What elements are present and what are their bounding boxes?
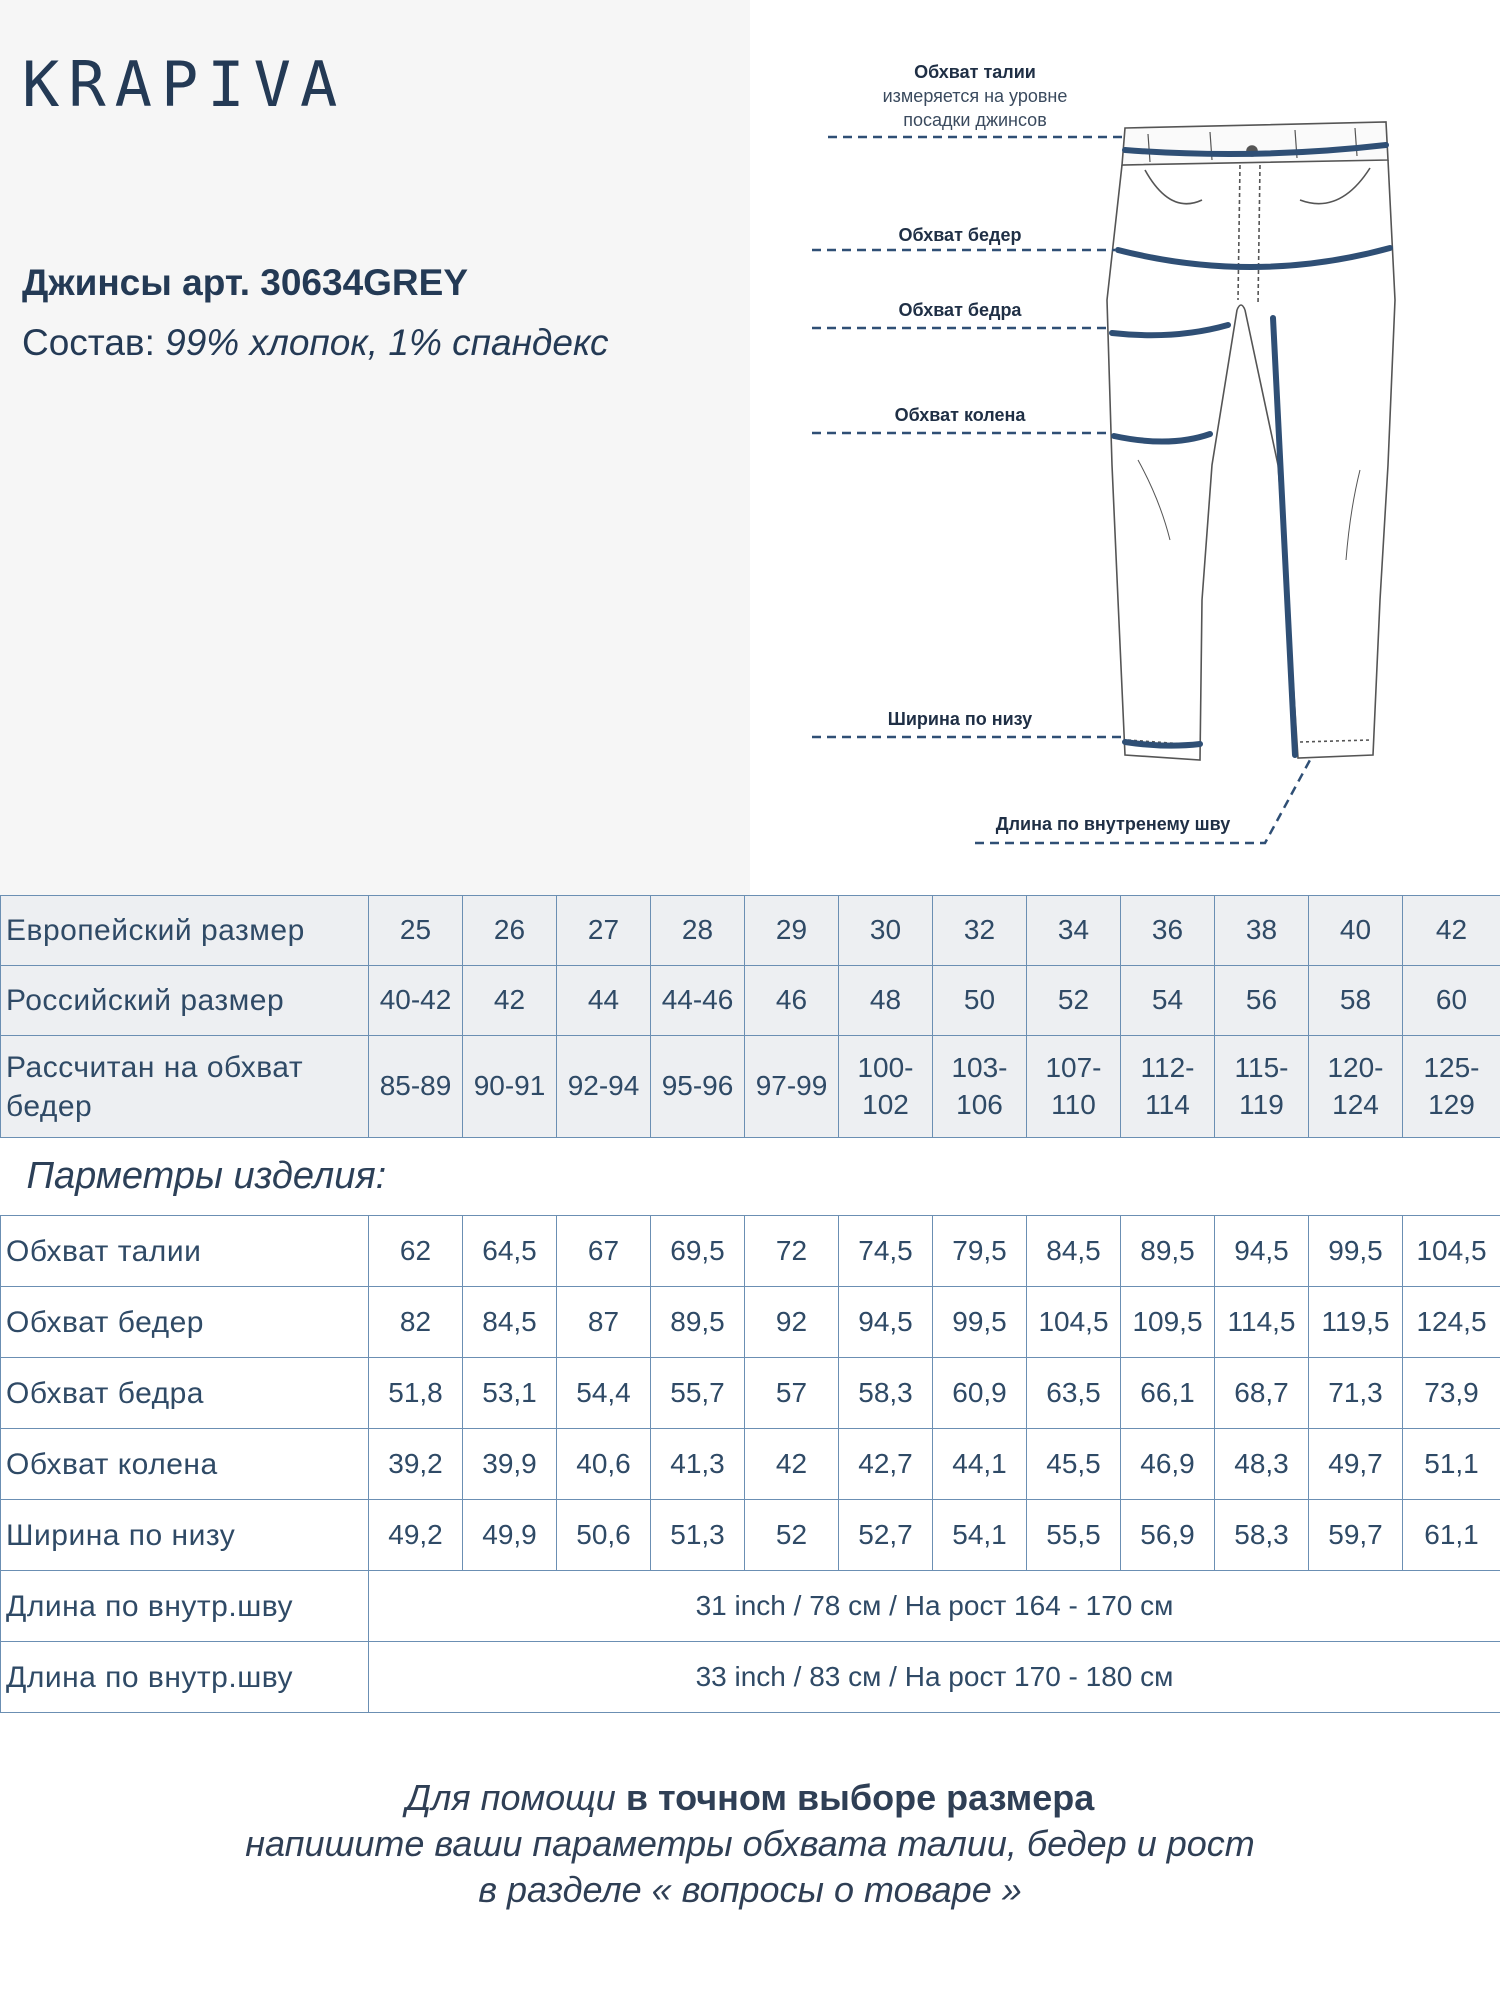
table-cell: 46,9 bbox=[1121, 1429, 1215, 1500]
table-cell: 99,5 bbox=[1309, 1216, 1403, 1287]
table-cell: 51,8 bbox=[369, 1358, 463, 1429]
table-cell: 44,1 bbox=[933, 1429, 1027, 1500]
table-cell: 104,5 bbox=[1027, 1287, 1121, 1358]
table-cell: 90-91 bbox=[463, 1036, 557, 1138]
table-cell: 44 bbox=[557, 966, 651, 1036]
row-label: Обхват талии bbox=[1, 1216, 369, 1287]
table-cell: 64,5 bbox=[463, 1216, 557, 1287]
help-line-1 bbox=[0, 1775, 1500, 1821]
table-cell: 39,9 bbox=[463, 1429, 557, 1500]
table-cell: 38 bbox=[1215, 896, 1309, 966]
table-cell: 103-106 bbox=[933, 1036, 1027, 1138]
table-row bbox=[1, 896, 1500, 966]
table-cell: 82 bbox=[369, 1287, 463, 1358]
row-label: Обхват бедра bbox=[1, 1358, 369, 1429]
label-knee: Обхват колена bbox=[894, 405, 1026, 425]
table-cell: 120-124 bbox=[1309, 1036, 1403, 1138]
table-cell: 28 bbox=[651, 896, 745, 966]
help-line-1-a: Для помощи bbox=[405, 1777, 626, 1818]
help-line-1-b: в точном выборе размера bbox=[625, 1777, 1095, 1818]
row-label: Европейский размер bbox=[1, 896, 369, 966]
table-cell: 115-119 bbox=[1215, 1036, 1309, 1138]
jeans-illustration bbox=[750, 0, 1500, 895]
row-label: Обхват колена bbox=[1, 1429, 369, 1500]
section-row bbox=[1, 1138, 1500, 1216]
table-row bbox=[1, 1429, 1500, 1500]
table-cell: 74,5 bbox=[839, 1216, 933, 1287]
table-cell: 26 bbox=[463, 896, 557, 966]
row-label: Длина по внутр.шву bbox=[1, 1571, 369, 1642]
table-cell: 45,5 bbox=[1027, 1429, 1121, 1500]
table-cell: 55,5 bbox=[1027, 1500, 1121, 1571]
table-cell: 42 bbox=[745, 1429, 839, 1500]
section-title: Парметры изделия: bbox=[1, 1138, 1500, 1216]
label-thigh: Обхват бедра bbox=[898, 300, 1022, 320]
length-value: 33 inch / 83 см / На рост 170 - 180 см bbox=[369, 1642, 1500, 1713]
table-cell: 58 bbox=[1309, 966, 1403, 1036]
table-cell: 25 bbox=[369, 896, 463, 966]
table-cell: 59,7 bbox=[1309, 1500, 1403, 1571]
table-row bbox=[1, 1287, 1500, 1358]
size-chart-body bbox=[1, 896, 1500, 1713]
table-cell: 49,9 bbox=[463, 1500, 557, 1571]
table-cell: 54,4 bbox=[557, 1358, 651, 1429]
table-cell: 53,1 bbox=[463, 1358, 557, 1429]
note-waist-2: посадки джинсов bbox=[903, 110, 1047, 130]
row-label: Ширина по низу bbox=[1, 1500, 369, 1571]
table-cell: 49,2 bbox=[369, 1500, 463, 1571]
table-cell: 36 bbox=[1121, 896, 1215, 966]
table-cell: 72 bbox=[745, 1216, 839, 1287]
table-cell: 42 bbox=[1403, 896, 1500, 966]
table-cell: 58,3 bbox=[1215, 1500, 1309, 1571]
table-row bbox=[1, 1358, 1500, 1429]
table-cell: 58,3 bbox=[839, 1358, 933, 1429]
brand-logo: KRAPIVA bbox=[22, 48, 347, 121]
row-label: Длина по внутр.шву bbox=[1, 1642, 369, 1713]
table-cell: 62 bbox=[369, 1216, 463, 1287]
table-cell: 60,9 bbox=[933, 1358, 1027, 1429]
table-cell: 63,5 bbox=[1027, 1358, 1121, 1429]
row-label: Обхват бедер bbox=[1, 1287, 369, 1358]
table-cell: 68,7 bbox=[1215, 1358, 1309, 1429]
composition-value: 99% хлопок, 1% спандекс bbox=[165, 322, 609, 363]
table-cell: 94,5 bbox=[839, 1287, 933, 1358]
table-row bbox=[1, 1036, 1500, 1138]
info-panel bbox=[0, 0, 750, 895]
table-cell: 57 bbox=[745, 1358, 839, 1429]
help-line-3: в разделе « вопросы о товаре » bbox=[478, 1869, 1022, 1910]
table-cell: 56,9 bbox=[1121, 1500, 1215, 1571]
table-cell: 124,5 bbox=[1403, 1287, 1500, 1358]
table-row bbox=[1, 1500, 1500, 1571]
table-cell: 79,5 bbox=[933, 1216, 1027, 1287]
label-hips: Обхват бедер bbox=[898, 225, 1022, 245]
table-cell: 40-42 bbox=[369, 966, 463, 1036]
table-cell: 29 bbox=[745, 896, 839, 966]
table-cell: 42 bbox=[463, 966, 557, 1036]
table-cell: 100-102 bbox=[839, 1036, 933, 1138]
table-cell: 71,3 bbox=[1309, 1358, 1403, 1429]
label-waist: Обхват талии bbox=[914, 62, 1036, 82]
table-cell: 46 bbox=[745, 966, 839, 1036]
product-title: Джинсы арт. 30634GREY bbox=[22, 262, 469, 303]
table-cell: 66,1 bbox=[1121, 1358, 1215, 1429]
table-cell: 41,3 bbox=[651, 1429, 745, 1500]
table-cell: 92-94 bbox=[557, 1036, 651, 1138]
table-cell: 89,5 bbox=[651, 1287, 745, 1358]
table-cell: 87 bbox=[557, 1287, 651, 1358]
table-cell: 34 bbox=[1027, 896, 1121, 966]
table-cell: 40 bbox=[1309, 896, 1403, 966]
size-help-note bbox=[0, 1775, 1500, 1913]
table-cell: 125-129 bbox=[1403, 1036, 1500, 1138]
table-cell: 61,1 bbox=[1403, 1500, 1500, 1571]
table-cell: 97-99 bbox=[745, 1036, 839, 1138]
table-cell: 67 bbox=[557, 1216, 651, 1287]
table-cell: 52 bbox=[1027, 966, 1121, 1036]
table-cell: 99,5 bbox=[933, 1287, 1027, 1358]
table-cell: 73,9 bbox=[1403, 1358, 1500, 1429]
note-waist-1: измеряется на уровне bbox=[882, 86, 1068, 106]
table-cell: 32 bbox=[933, 896, 1027, 966]
table-cell: 50,6 bbox=[557, 1500, 651, 1571]
table-cell: 109,5 bbox=[1121, 1287, 1215, 1358]
table-cell: 50 bbox=[933, 966, 1027, 1036]
table-cell: 54,1 bbox=[933, 1500, 1027, 1571]
table-cell: 69,5 bbox=[651, 1216, 745, 1287]
table-cell: 95-96 bbox=[651, 1036, 745, 1138]
table-row bbox=[1, 1216, 1500, 1287]
table-cell: 48 bbox=[839, 966, 933, 1036]
table-cell: 55,7 bbox=[651, 1358, 745, 1429]
row-label: Российский размер bbox=[1, 966, 369, 1036]
table-cell: 119,5 bbox=[1309, 1287, 1403, 1358]
table-cell: 39,2 bbox=[369, 1429, 463, 1500]
table-cell: 54 bbox=[1121, 966, 1215, 1036]
table-row bbox=[1, 966, 1500, 1036]
table-cell: 56 bbox=[1215, 966, 1309, 1036]
product-composition bbox=[22, 322, 609, 364]
table-cell: 30 bbox=[839, 896, 933, 966]
table-cell: 48,3 bbox=[1215, 1429, 1309, 1500]
table-cell: 42,7 bbox=[839, 1429, 933, 1500]
table-cell: 92 bbox=[745, 1287, 839, 1358]
table-cell: 40,6 bbox=[557, 1429, 651, 1500]
table-cell: 51,1 bbox=[1403, 1429, 1500, 1500]
table-cell: 89,5 bbox=[1121, 1216, 1215, 1287]
row-label: Рассчитан на обхват бедер bbox=[1, 1036, 369, 1138]
table-cell: 84,5 bbox=[463, 1287, 557, 1358]
table-cell: 51,3 bbox=[651, 1500, 745, 1571]
table-cell: 27 bbox=[557, 896, 651, 966]
table-cell: 84,5 bbox=[1027, 1216, 1121, 1287]
table-cell: 85-89 bbox=[369, 1036, 463, 1138]
label-hem: Ширина по низу bbox=[887, 709, 1033, 729]
length-value: 31 inch / 78 см / На рост 164 - 170 см bbox=[369, 1571, 1500, 1642]
table-row bbox=[1, 1571, 1500, 1642]
table-cell: 52 bbox=[745, 1500, 839, 1571]
table-row bbox=[1, 1642, 1500, 1713]
table-cell: 104,5 bbox=[1403, 1216, 1500, 1287]
table-cell: 94,5 bbox=[1215, 1216, 1309, 1287]
table-cell: 112-114 bbox=[1121, 1036, 1215, 1138]
table-cell: 44-46 bbox=[651, 966, 745, 1036]
table-cell: 60 bbox=[1403, 966, 1500, 1036]
size-chart-table bbox=[0, 895, 1500, 1713]
table-cell: 52,7 bbox=[839, 1500, 933, 1571]
composition-label: Состав: bbox=[22, 322, 155, 363]
table-cell: 49,7 bbox=[1309, 1429, 1403, 1500]
measurement-diagram bbox=[750, 0, 1500, 895]
label-inseam: Длина по внутренему шву bbox=[995, 814, 1231, 834]
help-line-2: напишите ваши параметры обхвата талии, бедер и рост bbox=[245, 1823, 1255, 1864]
table-cell: 107-110 bbox=[1027, 1036, 1121, 1138]
table-cell: 114,5 bbox=[1215, 1287, 1309, 1358]
